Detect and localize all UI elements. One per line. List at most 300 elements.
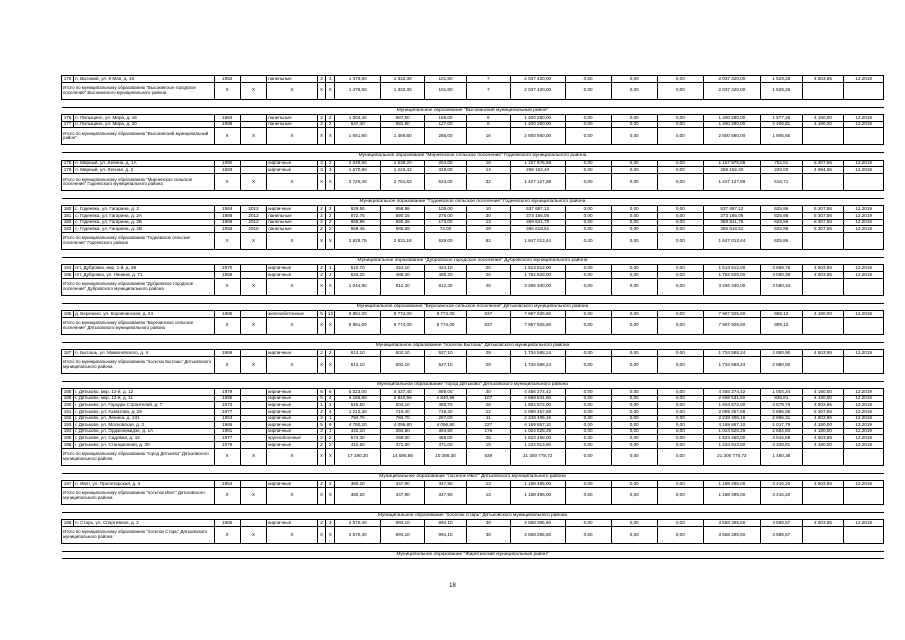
- total-row: [62, 128, 884, 145]
- total-cell: [802, 526, 844, 543]
- total-cell: 9 951,00: [335, 317, 381, 334]
- total-cell: 40: [466, 278, 510, 295]
- total-cell: 0,00: [611, 128, 657, 145]
- table-cell: 12.2019: [844, 350, 884, 357]
- table-cell: 1985: [214, 520, 240, 527]
- table-cell: [240, 350, 266, 357]
- total-cell: 912,30: [425, 278, 467, 295]
- table-cell: 2 840,96: [425, 395, 467, 402]
- table-cell: 0,00: [565, 167, 611, 174]
- table-cell: 0,00: [657, 402, 703, 409]
- table-cell: 935,81: [760, 395, 802, 402]
- table-cell: 20: [466, 265, 510, 272]
- table-row: [62, 160, 884, 167]
- table-cell: 1: [326, 415, 335, 422]
- table-cell: 0,00: [565, 219, 611, 226]
- table-cell: 625,96: [760, 226, 802, 233]
- total-cell: 1 734 588,24: [510, 356, 565, 373]
- total-cell: X: [326, 317, 335, 334]
- total-cell: [844, 526, 884, 543]
- total-cell: 8 774,00: [425, 317, 467, 334]
- total-cell: X: [317, 356, 326, 373]
- municipality-heading: Муниципальное образование "Мирненское сельское поселение" Годеевского муниципального района: [62, 153, 884, 161]
- total-cell: 2 800 560,00: [510, 128, 565, 145]
- table-cell: 0,00: [657, 213, 703, 220]
- table-cell: 2: [317, 481, 326, 488]
- table-cell: 12: [466, 409, 510, 416]
- table-cell: 590,15: [381, 213, 425, 220]
- table-cell: 2: [317, 271, 326, 278]
- page-number: 18: [449, 583, 456, 589]
- table-cell: 424,10: [381, 265, 425, 272]
- table-cell: 220,00: [760, 167, 802, 174]
- table-cell: 1956: [214, 271, 240, 278]
- table-cell: панельные: [267, 76, 317, 83]
- total-cell: X: [214, 317, 240, 334]
- table-cell: 4 456 274,42: [703, 389, 760, 396]
- table-cell: 0,00: [611, 219, 657, 226]
- total-cell: 2 800 560,00: [703, 128, 760, 145]
- table-cell: панельные: [267, 121, 317, 128]
- total-cell: X: [240, 82, 266, 99]
- table-cell: 369 541,75: [703, 219, 760, 226]
- table-cell: 12.2019: [844, 265, 884, 272]
- table-cell: 2: [317, 415, 326, 422]
- table-cell: 1 538,20: [381, 160, 425, 167]
- table-cell: 12.2019: [844, 435, 884, 442]
- table-cell: 659,46: [335, 226, 381, 233]
- table-cell: 0,00: [565, 160, 611, 167]
- table-cell: 2 895,96: [760, 409, 802, 416]
- table-cell: 0,00: [611, 271, 657, 278]
- table-cell: 5 307,56: [802, 160, 844, 167]
- table-cell: 4 180,00: [802, 441, 844, 448]
- table-cell: 4 180,00: [802, 395, 844, 402]
- total-row: [62, 232, 884, 249]
- table-cell: 0,00: [565, 271, 611, 278]
- block-gap: [62, 190, 884, 198]
- block-gap: [62, 145, 884, 153]
- table-cell: 4: [326, 409, 335, 416]
- table-cell: 1 752 828,00: [703, 271, 760, 278]
- total-cell: 286,00: [425, 128, 467, 145]
- table-cell: 371,00: [381, 441, 425, 448]
- table-cell: 0,00: [611, 121, 657, 128]
- table-cell: [240, 409, 266, 416]
- table-cell: 4 180,00: [802, 121, 844, 128]
- table-cell: 0,00: [657, 415, 703, 422]
- table-cell: 3 590,39: [760, 271, 802, 278]
- table-cell: 2: [326, 441, 335, 448]
- table-cell: 347,90: [381, 481, 425, 488]
- table-cell: 0,00: [611, 395, 657, 402]
- total-cell: [844, 128, 884, 145]
- table-cell: 12.2019: [844, 271, 884, 278]
- total-cell: [844, 232, 884, 249]
- register-sheet: [61, 75, 884, 559]
- table-cell: 7: [466, 76, 510, 83]
- table-cell: 5: [317, 311, 326, 318]
- table-cell: 0,00: [611, 435, 657, 442]
- table-cell: 12.2019: [844, 160, 884, 167]
- table-cell: 13: [466, 481, 510, 488]
- table-cell: г. Дятьково, ул. Ахматова, д. 29: [74, 409, 214, 416]
- table-cell: 2: [317, 226, 326, 233]
- table-cell: 0,00: [611, 350, 657, 357]
- table-cell: 0,00: [565, 481, 611, 488]
- table-cell: 1984: [214, 206, 240, 213]
- table-row: [62, 520, 884, 527]
- table-cell: панельные: [267, 115, 317, 122]
- table-cell: 1: [317, 402, 326, 409]
- total-cell: X: [326, 526, 335, 543]
- table-cell: 625,96: [760, 213, 802, 220]
- total-cell: 3 416,20: [760, 487, 802, 504]
- table-cell: д. Березино, ул. Коровчинская, д. 24: [74, 311, 214, 318]
- table-cell: 6: [326, 389, 335, 396]
- table-cell: кирпичные: [267, 520, 317, 527]
- total-cell: 347,90: [381, 487, 425, 504]
- total-cell: 0,00: [657, 82, 703, 99]
- total-cell: X: [267, 448, 317, 465]
- total-label: Итого по муниципальному образованию "Высокинское городское поселение" Высокинского муниципального района: [62, 82, 215, 99]
- table-cell: 2: [326, 160, 335, 167]
- total-cell: X: [326, 232, 335, 249]
- table-cell: 994,10: [425, 520, 467, 527]
- table-cell: 20: [466, 271, 510, 278]
- table-row: [62, 428, 884, 435]
- total-cell: 0,00: [611, 356, 657, 373]
- table-cell: 2 089 457,68: [510, 409, 565, 416]
- table-cell: 0,00: [657, 481, 703, 488]
- table-cell: 0,00: [611, 160, 657, 167]
- table-cell: 26: [466, 402, 510, 409]
- table-cell: кирпичные: [267, 422, 317, 429]
- table-cell: 4 503,95: [802, 481, 844, 488]
- table-cell: 887,80: [381, 115, 425, 122]
- table-row: [62, 415, 884, 422]
- block-gap-cell: [62, 295, 884, 303]
- total-cell: 994,10: [425, 526, 467, 543]
- table-cell: 18: [466, 160, 510, 167]
- table-cell: 4 096,80: [381, 422, 425, 429]
- total-cell: X: [317, 278, 326, 295]
- total-cell: 613,10: [335, 356, 381, 373]
- table-row: [62, 311, 884, 318]
- table-cell: 0,00: [565, 350, 611, 357]
- table-cell: 1 623 468,00: [510, 435, 565, 442]
- table-cell: 371,00: [425, 441, 467, 448]
- table-cell: 1 804 572,00: [703, 402, 760, 409]
- table-cell: [240, 160, 266, 167]
- total-cell: 17 190,30: [335, 448, 381, 465]
- table-cell: 2: [326, 219, 335, 226]
- table-cell: 5: [317, 395, 326, 402]
- total-cell: X: [267, 278, 317, 295]
- total-cell: 602,10: [381, 356, 425, 373]
- total-row: [62, 526, 884, 543]
- table-cell: 197: [62, 481, 74, 488]
- table-cell: 2 037 420,00: [510, 76, 565, 83]
- total-cell: [802, 278, 844, 295]
- table-cell: 1988: [214, 213, 240, 220]
- total-cell: X: [214, 278, 240, 295]
- table-cell: 581,80: [381, 121, 425, 128]
- table-cell: 12.2019: [844, 121, 884, 128]
- table-cell: 858,98: [381, 206, 425, 213]
- table-cell: 0,00: [657, 206, 703, 213]
- total-cell: 0,00: [657, 173, 703, 190]
- table-cell: 1 223,42: [381, 167, 425, 174]
- table-cell: 2 406,81: [760, 121, 802, 128]
- table-cell: [240, 435, 266, 442]
- table-cell: 0,00: [611, 520, 657, 527]
- table-row: [62, 481, 884, 488]
- total-cell: X: [326, 356, 335, 373]
- table-cell: 625,96: [760, 219, 802, 226]
- table-cell: [240, 311, 266, 318]
- table-cell: 2: [317, 520, 326, 527]
- total-cell: 7: [466, 82, 510, 99]
- total-cell: 38: [466, 526, 510, 543]
- table-cell: 7 967 925,60: [510, 311, 565, 318]
- table-cell: 267,00: [425, 415, 467, 422]
- total-cell: 1 647 013,44: [703, 232, 760, 249]
- table-cell: 159,00: [425, 115, 467, 122]
- table-cell: кирпичные: [267, 395, 317, 402]
- table-cell: 3 416,20: [760, 481, 802, 488]
- total-cell: [802, 82, 844, 99]
- municipality-heading: Муниципальное образование "Годеевское сельское поселение" Годеевского муниципального района: [62, 198, 884, 206]
- table-cell: [240, 167, 266, 174]
- table-cell: 10: [466, 206, 510, 213]
- table-cell: 1966: [214, 350, 240, 357]
- table-cell: 2 570,40: [335, 520, 381, 527]
- table-cell: 2: [317, 206, 326, 213]
- table-cell: 0,00: [565, 115, 611, 122]
- table-cell: 4 503,95: [802, 520, 844, 527]
- table-cell: 12.2019: [844, 422, 884, 429]
- total-cell: 7 967 925,60: [510, 317, 565, 334]
- table-cell: 14: [466, 167, 510, 174]
- table-row: [62, 226, 884, 233]
- table-cell: 29: [466, 350, 510, 357]
- table-cell: 412,60: [335, 441, 381, 448]
- table-cell: 12.2019: [844, 167, 884, 174]
- table-cell: [240, 115, 266, 122]
- total-cell: 3 266 340,00: [703, 278, 760, 295]
- table-row: [62, 121, 884, 128]
- block-gap-cell: [62, 145, 884, 153]
- total-cell: 1 427 127,98: [510, 173, 565, 190]
- total-cell: X: [267, 82, 317, 99]
- table-cell: кирпичные: [267, 409, 317, 416]
- table-cell: 0,00: [565, 226, 611, 233]
- table-cell: [240, 402, 266, 409]
- table-cell: с. Годеевка, ул. Гагарина, д. 2: [74, 206, 214, 213]
- total-cell: [844, 487, 884, 504]
- table-cell: 0,00: [565, 402, 611, 409]
- total-cell: X: [240, 526, 266, 543]
- table-cell: 458,00: [381, 435, 425, 442]
- table-cell: 12.2019: [844, 311, 884, 318]
- table-cell: 192: [62, 415, 74, 422]
- total-cell: 1 905,66: [760, 128, 802, 145]
- table-cell: 585,69: [381, 226, 425, 233]
- total-cell: X: [214, 526, 240, 543]
- table-cell: г. Дятьково, ул. Орджоникидзе, д. 1А: [74, 428, 214, 435]
- table-cell: [240, 265, 266, 272]
- table-cell: 4 503,95: [802, 271, 844, 278]
- table-cell: 175: [62, 76, 74, 83]
- table-cell: 176: [62, 115, 74, 122]
- total-cell: 32: [466, 173, 510, 190]
- total-cell: [844, 278, 884, 295]
- total-cell: 0,00: [565, 526, 611, 543]
- table-cell: 2: [326, 481, 335, 488]
- total-cell: 2 631,18: [381, 232, 425, 249]
- table-cell: 590,36: [381, 219, 425, 226]
- table-cell: 2 880,90: [760, 350, 802, 357]
- table-cell: 12.2019: [844, 206, 884, 213]
- total-row: [62, 487, 884, 504]
- table-cell: 527,10: [425, 350, 467, 357]
- table-cell: г. Дятьково, ул. Ленина, д. 131: [74, 415, 214, 422]
- table-cell: 195: [62, 435, 74, 442]
- table-cell: 198: [62, 520, 74, 527]
- total-row: [62, 82, 884, 99]
- total-cell: X: [240, 356, 266, 373]
- table-cell: 2 248 406,16: [510, 415, 565, 422]
- total-cell: 0,00: [565, 317, 611, 334]
- block-gap: [62, 99, 884, 107]
- table-cell: 1970: [214, 265, 240, 272]
- table-cell: 0,00: [657, 226, 703, 233]
- total-cell: 3 720,40: [335, 173, 381, 190]
- table-cell: 0,00: [611, 441, 657, 448]
- table-cell: 4 180,00: [802, 115, 844, 122]
- table-cell: 2: [317, 409, 326, 416]
- table-cell: кирпичные: [267, 428, 317, 435]
- total-cell: 628,00: [425, 232, 467, 249]
- municipality-heading: Муниципальное образование "Жирятинский муниципальный район": [62, 551, 884, 559]
- table-cell: 12.2019: [844, 415, 884, 422]
- total-cell: 908,13: [760, 317, 802, 334]
- housing-register-table: [61, 75, 884, 559]
- block-gap: [62, 465, 884, 473]
- table-cell: 994,10: [381, 520, 425, 527]
- table-cell: 1954: [214, 481, 240, 488]
- total-cell: X: [267, 232, 317, 249]
- table-cell: 107: [466, 395, 510, 402]
- table-cell: 380,70: [425, 402, 467, 409]
- table-cell: 0,00: [565, 415, 611, 422]
- total-cell: X: [240, 317, 266, 334]
- total-cell: 1 332,30: [381, 82, 425, 99]
- table-cell: 177: [62, 121, 74, 128]
- table-cell: 0,00: [657, 428, 703, 435]
- table-cell: 4 180,00: [802, 422, 844, 429]
- table-cell: 0,00: [657, 265, 703, 272]
- total-cell: 637: [466, 317, 510, 334]
- table-cell: 613,10: [335, 350, 381, 357]
- table-row: [62, 395, 884, 402]
- table-cell: 4 760,20: [335, 422, 381, 429]
- table-row: [62, 206, 884, 213]
- table-cell: 12.2019: [844, 441, 884, 448]
- table-cell: 2016: [240, 226, 266, 233]
- table-cell: 672,75: [335, 213, 381, 220]
- table-cell: 0,00: [657, 219, 703, 226]
- total-cell: X: [214, 128, 240, 145]
- total-label: Итого по муниципальному образованию "город Дятьково" Дятьковского муниципального района: [62, 448, 215, 465]
- block-gap-cell: [62, 334, 884, 342]
- total-cell: 0,00: [565, 278, 611, 295]
- table-cell: 1979: [214, 389, 240, 396]
- table-cell: 373 166,06: [703, 213, 760, 220]
- total-row: [62, 448, 884, 465]
- table-cell: г. Дятьково, ул. Садовая, д. 15: [74, 435, 214, 442]
- table-cell: 1953: [214, 415, 240, 422]
- table-cell: 227: [466, 422, 510, 429]
- municipality-heading-row: [62, 512, 884, 520]
- total-cell: 8 774,00: [381, 317, 425, 334]
- table-cell: 5 307,56: [802, 206, 844, 213]
- total-label: Итого по муниципальному образованию "Годеевское сельское поселение" Годеевского района: [62, 232, 215, 249]
- table-cell: 0,00: [657, 520, 703, 527]
- total-row: [62, 317, 884, 334]
- total-cell: 625,96: [760, 232, 802, 249]
- table-cell: 38: [466, 520, 510, 527]
- total-cell: 0,00: [657, 448, 703, 465]
- total-cell: X: [214, 232, 240, 249]
- total-cell: 1 188 495,00: [510, 487, 565, 504]
- total-cell: X: [326, 82, 335, 99]
- table-row: [62, 167, 884, 174]
- municipality-heading-row: [62, 473, 884, 481]
- table-row: [62, 441, 884, 448]
- table-cell: 8 774,00: [425, 311, 467, 318]
- table-cell: крупноблочные: [267, 435, 317, 442]
- table-cell: кирпичные: [267, 389, 317, 396]
- block-gap: [62, 504, 884, 512]
- block-gap-cell: [62, 99, 884, 107]
- total-cell: 21 300 778,72: [510, 448, 565, 465]
- table-cell: 1 529,25: [760, 76, 802, 83]
- table-cell: 12.2019: [844, 389, 884, 396]
- table-cell: 0,00: [565, 389, 611, 396]
- total-label: Итого по муниципальному образованию "Березинское сельское поселение" Дятьковского муниципального района: [62, 317, 215, 334]
- table-cell: 1 734 588,24: [703, 350, 760, 357]
- table-cell: 74,00: [425, 226, 467, 233]
- total-cell: X: [240, 173, 266, 190]
- table-cell: 3 568 395,60: [703, 520, 760, 527]
- municipality-heading-row: [62, 257, 884, 265]
- table-cell: [240, 481, 266, 488]
- table-cell: 269 152,40: [703, 167, 760, 174]
- table-cell: 2012: [240, 206, 266, 213]
- table-cell: 3 544,69: [760, 435, 802, 442]
- table-cell: кирпичные: [267, 441, 317, 448]
- table-cell: 2 658 531,60: [510, 395, 565, 402]
- total-cell: 994,10: [381, 526, 425, 543]
- total-cell: 14 585,86: [381, 448, 425, 465]
- table-cell: 3: [326, 167, 335, 174]
- table-cell: 908,13: [760, 311, 802, 318]
- total-cell: 516,71: [760, 173, 802, 190]
- table-cell: железобетонные: [267, 311, 317, 318]
- table-cell: 2 248 406,16: [703, 415, 760, 422]
